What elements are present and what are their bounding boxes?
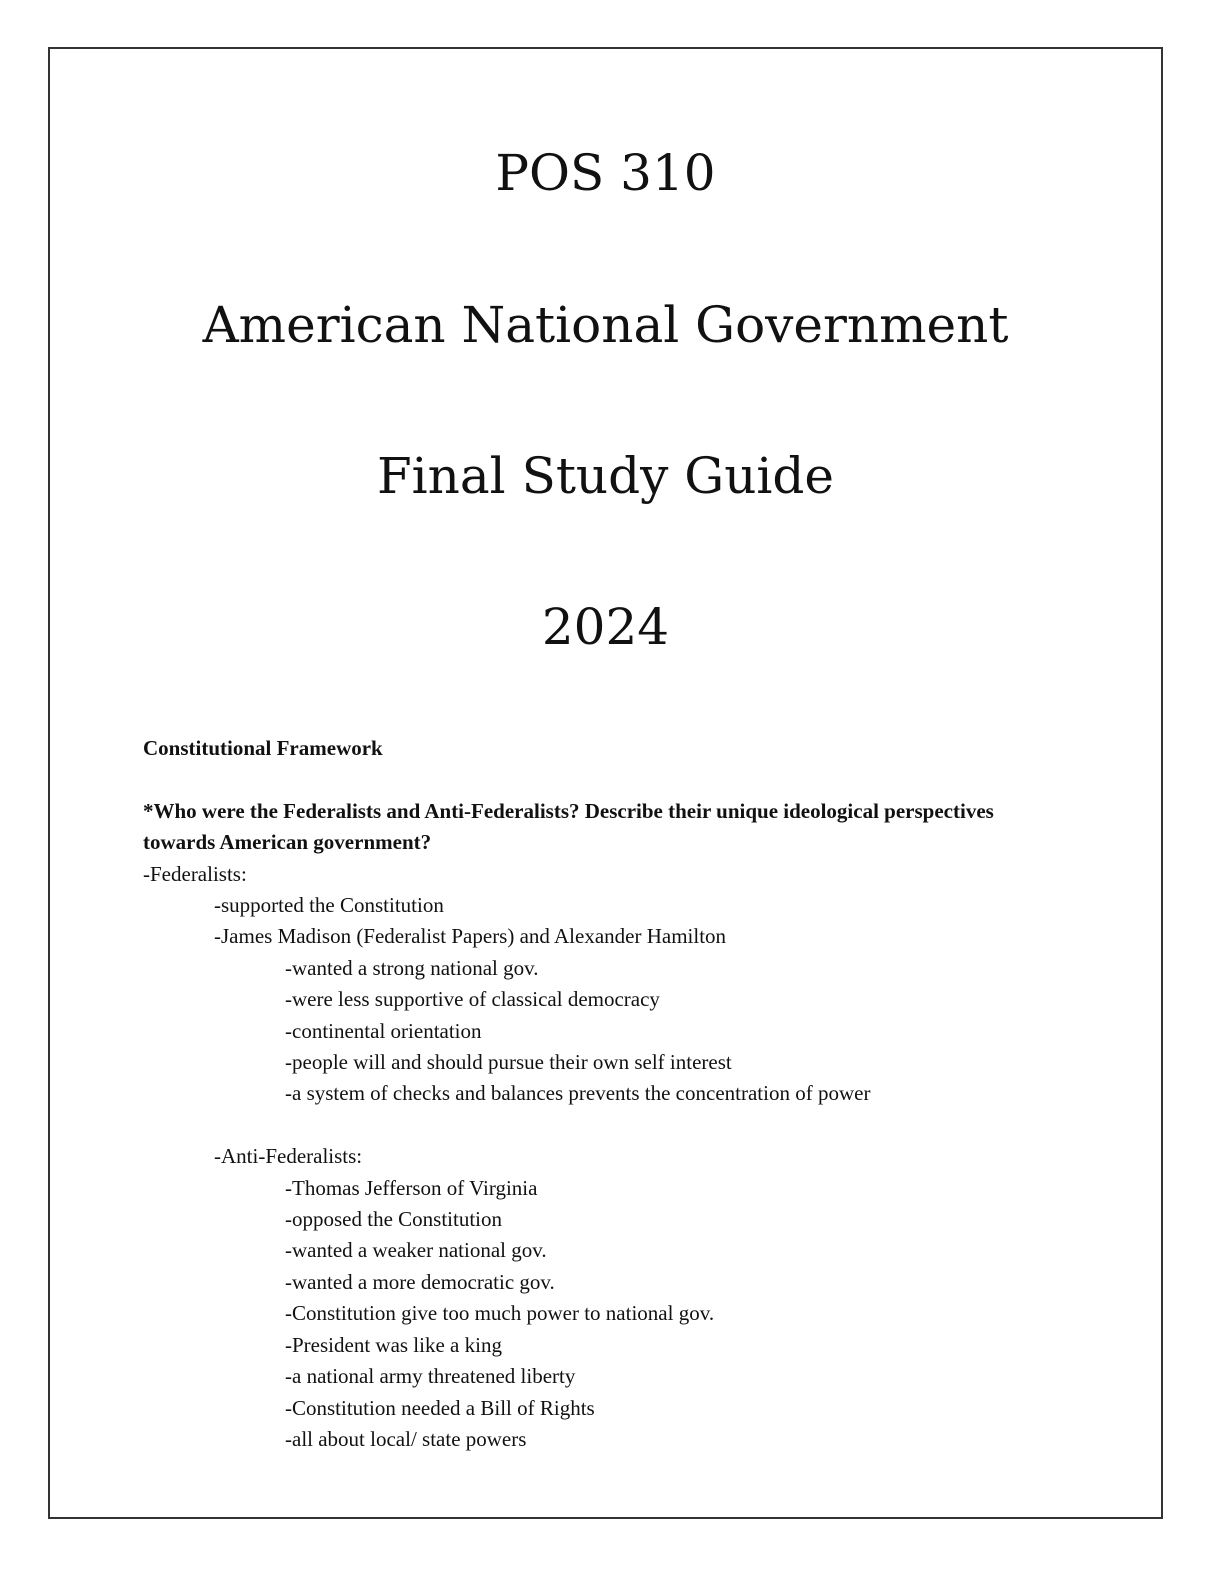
anti-federalists-item: -opposed the Constitution	[285, 1207, 502, 1232]
anti-federalists-item: -Constitution give too much power to national gov.	[285, 1301, 715, 1326]
federalists-subitem: -wanted a strong national gov.	[285, 955, 539, 980]
federalists-subitem: -people will and should pursue their own self interest	[285, 1050, 732, 1075]
federalists-label: -Federalists:	[143, 861, 247, 886]
blank-line	[143, 1110, 1023, 1141]
anti-federalists-label: -Anti-Federalists:	[214, 1144, 363, 1169]
anti-federalists-item: -all about local/ state powers	[285, 1426, 527, 1451]
federalists-subitem: -a system of checks and balances prevents the concentration of power	[285, 1081, 871, 1106]
federalists-item: -supported the Constitution	[214, 893, 444, 918]
anti-federalists-item: -a national army threatened liberty	[285, 1364, 576, 1389]
federalists-subitem: -were less supportive of classical democracy	[285, 987, 660, 1012]
section-heading: Constitutional Framework	[143, 736, 383, 760]
anti-federalists-item: -Constitution needed a Bill of Rights	[285, 1395, 595, 1420]
anti-federalists-item: -wanted a more democratic gov.	[285, 1269, 555, 1294]
question: *Who were the Federalists and Anti-Federalists? Describe their unique ideological perspectives towards American government?	[143, 798, 994, 855]
document-title: Final Study Guide	[376, 447, 834, 505]
federalists-item: -James Madison (Federalist Papers) and Alexander Hamilton	[214, 924, 727, 949]
anti-federalists-item: -wanted a weaker national gov.	[285, 1238, 547, 1263]
anti-federalists-item: -Thomas Jefferson of Virginia	[285, 1175, 538, 1200]
study-guide-content	[143, 733, 1023, 1455]
federalists-subitem: -continental orientation	[285, 1018, 482, 1043]
course-code-title: POS 310	[495, 144, 716, 202]
anti-federalists-item: -President was like a king	[285, 1332, 502, 1357]
course-name-title: American National Government	[202, 296, 1009, 354]
year-title: 2024	[541, 598, 670, 656]
